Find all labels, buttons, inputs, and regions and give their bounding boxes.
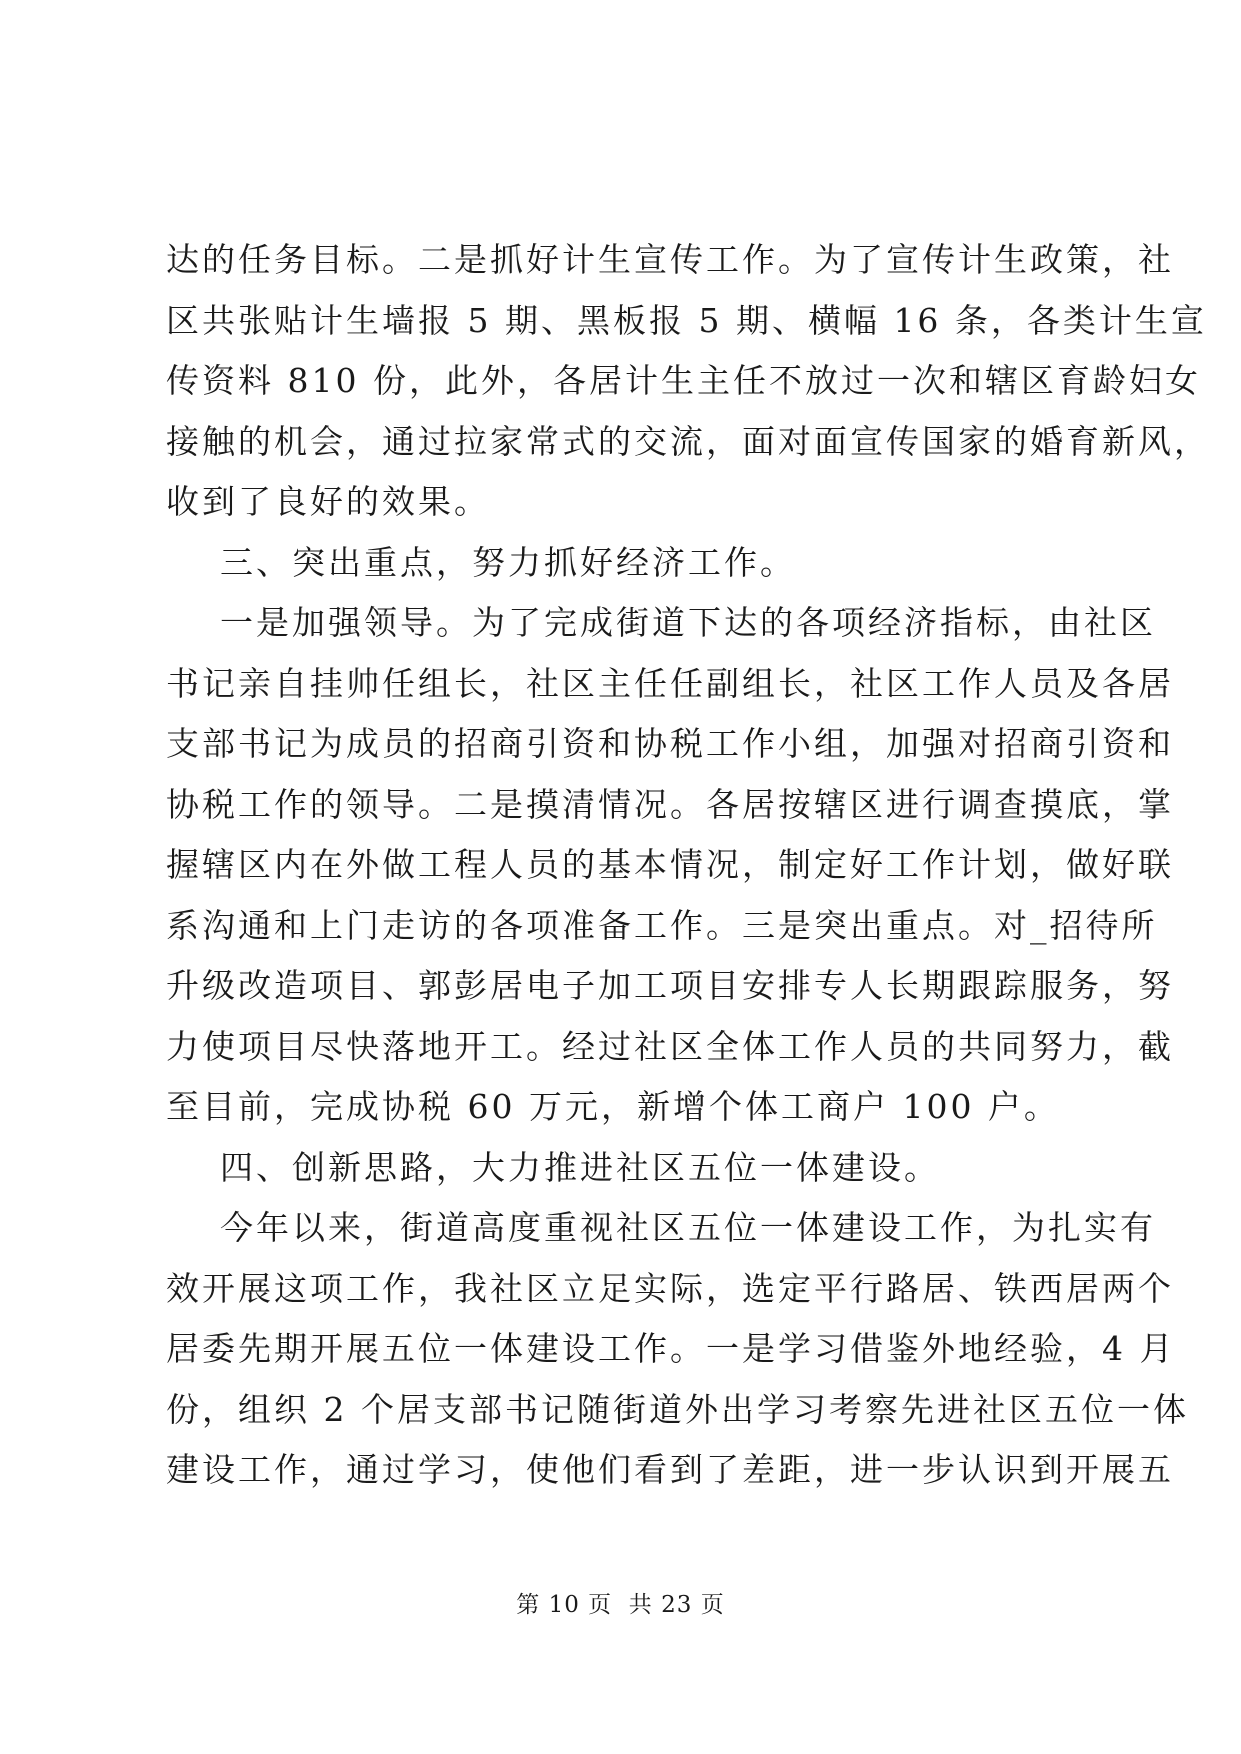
section-heading: 三、突出重点，努力抓好经济工作。	[166, 542, 796, 582]
text-line: 居委先期开展五位一体建设工作。一是学习借鉴外地经验，4 月	[166, 1329, 1176, 1368]
text-line: 份，组织 2 个居支部书记随街道外出学习考察先进社区五位一体	[166, 1389, 1189, 1429]
page-number-footer: 第 10 页 共 23 页	[516, 1592, 725, 1618]
text-line: 系沟通和上门走访的各项准备工作。三是突出重点。对_招待所	[166, 905, 1158, 945]
text-line: 达的任务目标。二是抓好计生宣传工作。为了宣传计生政策，社	[166, 240, 1174, 279]
text-line: 一是加强领导。为了完成街道下达的各项经济指标，由社区	[166, 603, 1156, 642]
text-line: 建设工作，通过学习，使他们看到了差距，进一步认识到开展五	[166, 1450, 1174, 1489]
section-heading: 四、创新思路，大力推进社区五位一体建设。	[166, 1147, 940, 1187]
text-line: 握辖区内在外做工程人员的基本情况，制定好工作计划，做好联	[166, 845, 1174, 884]
text-line: 书记亲自挂帅任组长，社区主任任副组长，社区工作人员及各居	[166, 663, 1174, 703]
text-line: 接触的机会，通过拉家常式的交流，面对面宣传国家的婚育新风，	[166, 421, 1210, 461]
text-line: 升级改造项目、郭彭居电子加工项目安排专人长期跟踪服务，努	[166, 966, 1174, 1005]
text-line: 支部书记为成员的招商引资和协税工作小组，加强对招商引资和	[166, 724, 1174, 763]
text-line: 效开展这项工作，我社区立足实际，选定平行路居、铁西居两个	[166, 1268, 1174, 1308]
text-line: 传资料 810 份，此外，各居计生主任不放过一次和辖区育龄妇女	[166, 361, 1201, 400]
text-line: 今年以来，街道高度重视社区五位一体建设工作，为扎实有	[166, 1208, 1156, 1247]
text-line: 至目前，完成协税 60 万元，新增个体工商户 100 户。	[166, 1087, 1060, 1126]
body-text	[166, 230, 1210, 1501]
text-line: 力使项目尽快落地开工。经过社区全体工作人员的共同努力，截	[166, 1026, 1174, 1066]
text-line: 收到了良好的效果。	[166, 482, 490, 521]
text-line: 协税工作的领导。二是摸清情况。各居按辖区进行调查摸底，掌	[166, 784, 1174, 824]
text-line: 区共张贴计生墙报 5 期、黑板报 5 期、横幅 16 条，各类计生宣	[166, 300, 1207, 340]
